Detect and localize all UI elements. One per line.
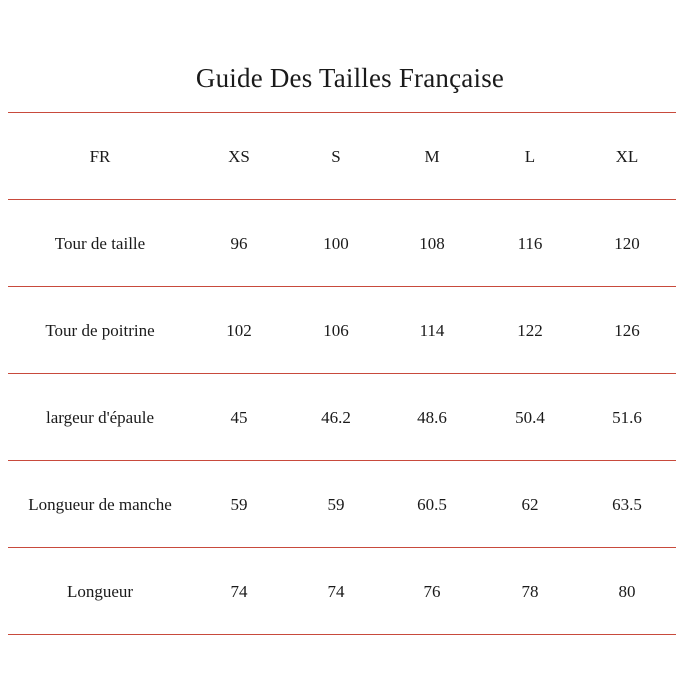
size-guide-table bbox=[8, 112, 676, 635]
header-size-xl: XL bbox=[615, 147, 639, 166]
row-label: Tour de poitrine bbox=[45, 321, 155, 340]
row-label: Tour de taille bbox=[54, 234, 146, 253]
header-size-xs: XS bbox=[228, 147, 250, 166]
table-cell: 74 bbox=[230, 582, 248, 601]
table-row-longueur bbox=[8, 547, 676, 635]
row-label: largeur d'épaule bbox=[45, 408, 154, 427]
table-cell: 46.2 bbox=[321, 408, 351, 427]
table-cell: 108 bbox=[419, 234, 445, 253]
table-cell: 78 bbox=[521, 582, 539, 601]
table-cell: 120 bbox=[614, 234, 640, 253]
table-cell: 96 bbox=[230, 234, 248, 253]
table-header-row bbox=[8, 112, 676, 199]
table-row-longueur-de-manche bbox=[8, 460, 676, 547]
table-cell: 100 bbox=[323, 234, 349, 253]
table-row-tour-de-taille bbox=[8, 199, 676, 286]
table-row-tour-de-poitrine bbox=[8, 286, 676, 373]
header-label-fr: FR bbox=[89, 147, 111, 166]
row-label: Longueur bbox=[66, 582, 134, 601]
table-cell: 76 bbox=[423, 582, 441, 601]
header-size-s: S bbox=[331, 147, 341, 166]
table-cell: 63.5 bbox=[612, 495, 642, 514]
table-row-largeur-epaule bbox=[8, 373, 676, 460]
table-cell: 62 bbox=[521, 495, 539, 514]
table-cell: 80 bbox=[618, 582, 636, 601]
table-cell: 102 bbox=[226, 321, 252, 340]
table-cell: 45 bbox=[230, 408, 248, 427]
table-cell: 106 bbox=[323, 321, 349, 340]
table-cell: 50.4 bbox=[515, 408, 545, 427]
header-size-m: M bbox=[424, 147, 440, 166]
table-cell: 59 bbox=[230, 495, 248, 514]
table-cell: 48.6 bbox=[417, 408, 447, 427]
table-cell: 126 bbox=[614, 321, 640, 340]
header-size-l: L bbox=[524, 147, 536, 166]
table-cell: 60.5 bbox=[417, 495, 447, 514]
table-cell: 114 bbox=[419, 321, 445, 340]
table-cell: 51.6 bbox=[612, 408, 642, 427]
row-label: Longueur de manche bbox=[28, 495, 172, 514]
table-cell: 122 bbox=[517, 321, 543, 340]
table-cell: 59 bbox=[327, 495, 345, 514]
table-cell: 74 bbox=[327, 582, 345, 601]
table-cell: 116 bbox=[517, 234, 543, 253]
page-title: Guide Des Tailles Française bbox=[195, 63, 505, 93]
